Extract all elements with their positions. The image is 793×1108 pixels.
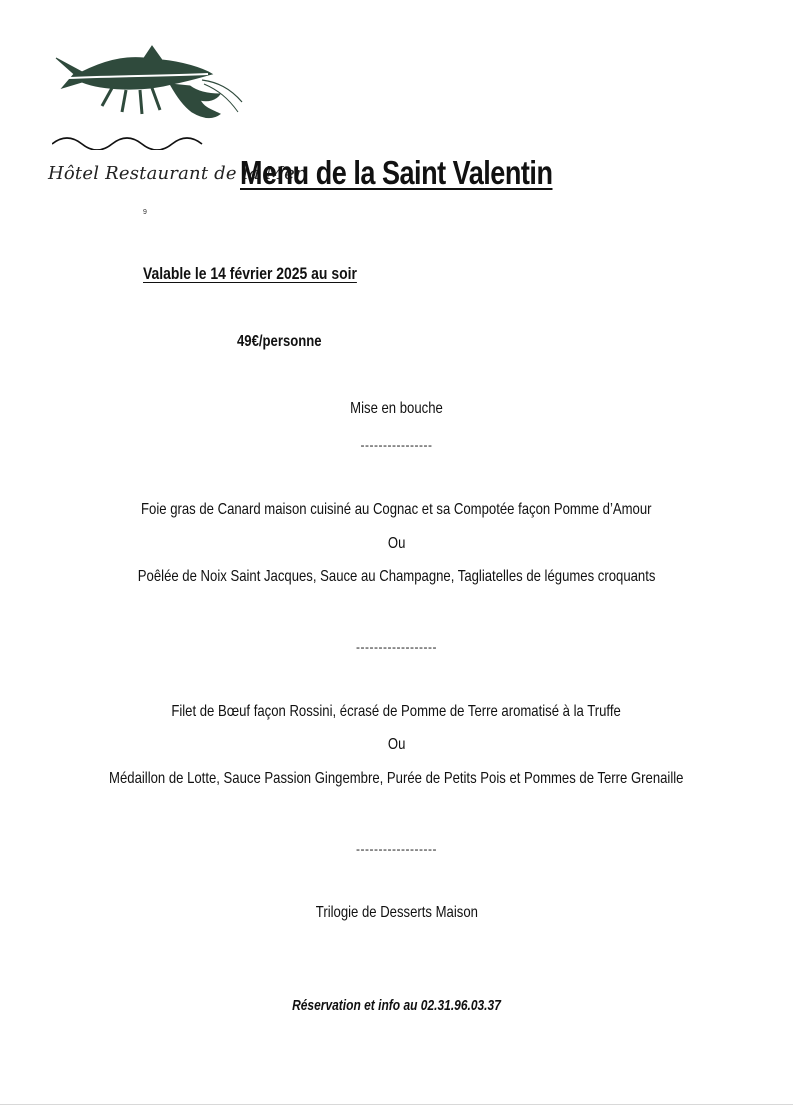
brand-name: Hôtel Restaurant de la Mer (48, 163, 304, 184)
reservation-info: Réservation et info au 02.31.96.03.37 (292, 997, 501, 1014)
menu-main-1: Filet de Bœuf façon Rossini, écrasé de Pomme de Terre aromatisé à la Truffe (171, 703, 622, 720)
page-title: Menu de la Saint Valentin (240, 154, 553, 191)
page-divider (0, 1104, 793, 1105)
separator: ------------------ (356, 640, 437, 654)
menu-amuse: Mise en bouche (350, 400, 443, 417)
validity-text: Valable le 14 février 2025 au soir (143, 264, 357, 283)
price-text: 49€/personne (237, 333, 322, 350)
menu-main-2: Médaillon de Lotte, Sauce Passion Gingembre, Purée de Petits Pois et Pommes de Terre Grenaille (109, 770, 684, 787)
menu-or: Ou (387, 736, 406, 753)
separator: ------------------ (356, 842, 437, 856)
menu-starter-1: Foie gras de Canard maison cuisiné au Cognac et sa Compotée façon Pomme d’Amour (141, 501, 652, 518)
menu-or: Ou (387, 535, 406, 552)
menu-starter-2: Poêlée de Noix Saint Jacques, Sauce au Champagne, Tagliatelles de légumes croquants (137, 568, 656, 585)
small-mark: 9 (143, 209, 147, 216)
separator: ---------------- (360, 438, 433, 452)
menu-dessert: Trilogie de Desserts Maison (315, 904, 478, 921)
lobster-fish-logo-icon (52, 40, 244, 150)
